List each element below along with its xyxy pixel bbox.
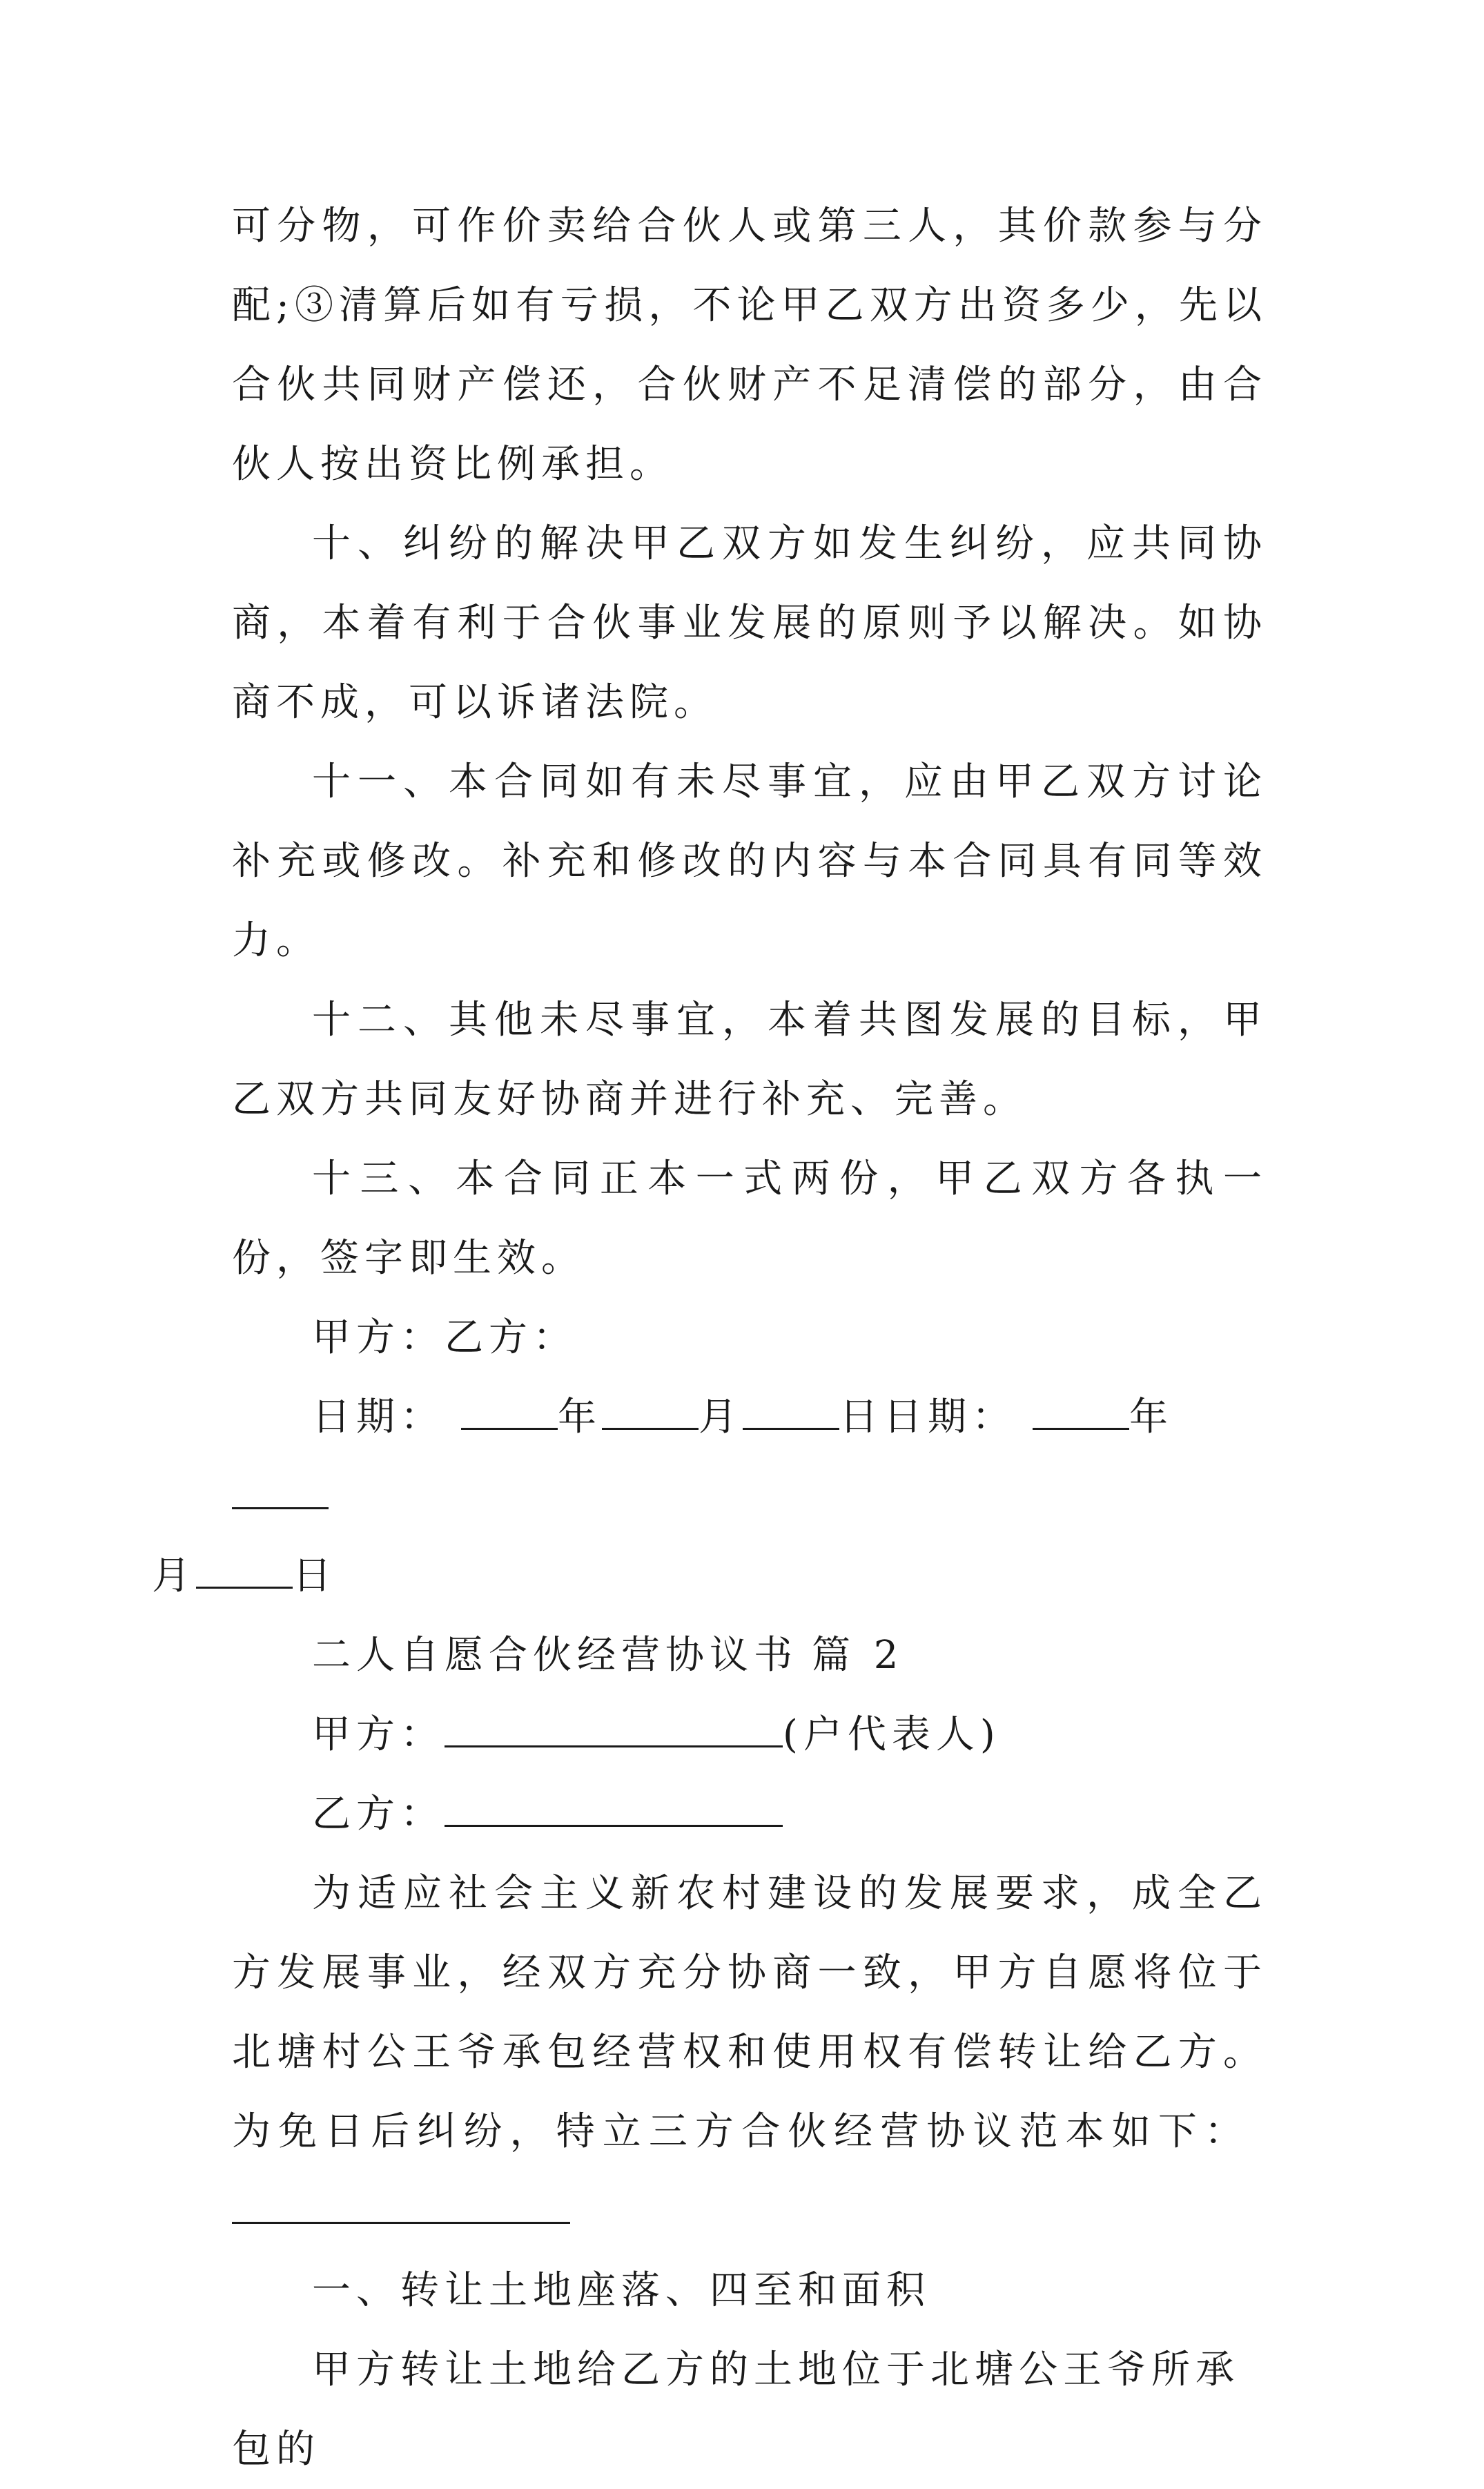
date-line bbox=[152, 1377, 1267, 1616]
signature-parties-line: 甲方：乙方： bbox=[312, 1315, 577, 1360]
party-a-role: (户代表人) bbox=[783, 1712, 1001, 1757]
party-a-label: 甲方： bbox=[312, 1712, 445, 1757]
paragraph-clause-10: 十、纠纷的解决甲乙双方如发生纠纷，应共同协商，本着有利于合伙事业发展的原则予以解决。如协商不成，可以诉诸法院。 bbox=[232, 521, 1267, 725]
preamble-text: 为适应社会主义新农村建设的发展要求，成全乙方发展事业，经双方充分协商一致，甲方自愿将位于北塘村公王爷承包经营权和使用权有偿转让给乙方。为免日后纠纷，特立三方合伙经营协议范本如下： bbox=[232, 1871, 1267, 2154]
day-date-label: 日日期： bbox=[839, 1395, 1016, 1440]
year-blank-2 bbox=[1033, 1397, 1129, 1430]
month-blank-1 bbox=[602, 1397, 699, 1430]
day-blank-2 bbox=[196, 1556, 293, 1589]
month-label-2: 月 bbox=[152, 1553, 196, 1598]
day-label-2: 日 bbox=[293, 1553, 337, 1598]
paragraph-land-location: 甲方转让土地给乙方的土地位于北塘公王爷所承包的 bbox=[232, 2347, 1240, 2472]
paragraph-preamble bbox=[232, 1854, 1267, 2251]
section-1-heading: 一、转让土地座落、四至和面积 bbox=[312, 2268, 930, 2313]
day-blank-1 bbox=[743, 1397, 839, 1430]
year-label-1: 年 bbox=[558, 1395, 602, 1440]
year-blank-1 bbox=[461, 1397, 558, 1430]
party-b-blank bbox=[445, 1794, 783, 1827]
party-b-label: 乙方： bbox=[312, 1792, 445, 1837]
paragraph-clause-12: 十二、其他未尽事宜，本着共图发展的目标，甲乙双方共同友好协商并进行补充、完善。 bbox=[232, 998, 1267, 1122]
paragraph-clause-11: 十一、本合同如有未尽事宜，应由甲乙双方讨论补充或修改。补充和修改的内容与本合同具有同等效力。 bbox=[232, 759, 1267, 963]
party-a-blank bbox=[445, 1715, 783, 1747]
year-label-2: 年 bbox=[1129, 1395, 1173, 1440]
document-body bbox=[152, 186, 1267, 2489]
preamble-blank bbox=[232, 2191, 570, 2224]
paragraph-liquidation: 可分物，可作价卖给合伙人或第三人，其价款参与分配;③清算后如有亏损，不论甲乙双方出资多少，先以合伙共同财产偿还，合伙财产不足清偿的部分，由合伙人按出资比例承担。 bbox=[232, 204, 1267, 487]
month-blank-2 bbox=[232, 1477, 329, 1509]
paragraph-clause-13: 十三、本合同正本一式两份，甲乙双方各执一份，签字即生效。 bbox=[232, 1156, 1267, 1281]
month-label-1: 月 bbox=[699, 1395, 743, 1440]
section-heading-2 bbox=[232, 1616, 1267, 1695]
party-b-line bbox=[232, 1774, 1267, 1854]
agreement-part-label: 篇 2 bbox=[812, 1633, 904, 1678]
date-label-1: 日期： bbox=[312, 1395, 445, 1440]
party-a-line bbox=[232, 1695, 1267, 1774]
agreement-title: 二人自愿合伙经营协议书 bbox=[312, 1633, 798, 1678]
